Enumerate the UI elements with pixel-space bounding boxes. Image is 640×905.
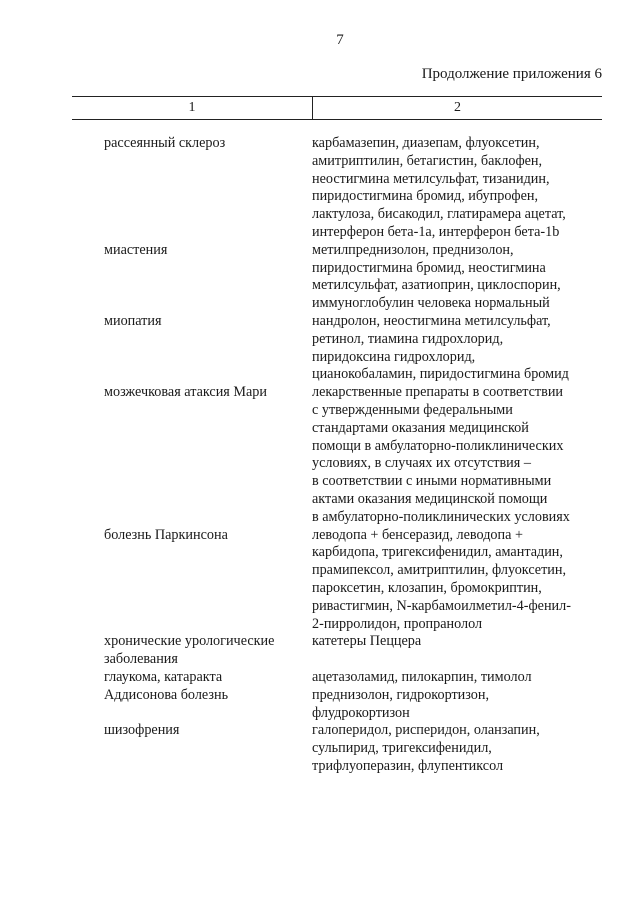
drug-line: актами оказания медицинской помощи: [312, 490, 548, 507]
disease-text: заболевания: [104, 651, 178, 668]
drug-line: галоперидол, рисперидон, оланзапин,: [312, 722, 540, 739]
disease-cell: [104, 669, 312, 687]
drugs-cell: [312, 384, 604, 526]
disease-cell: [104, 384, 312, 526]
disease-cell: [104, 313, 312, 384]
column-1-header: 1: [72, 97, 313, 119]
drugs-cell: [312, 313, 604, 384]
drug-line: с утвержденными федеральными: [312, 401, 513, 418]
page-number: 7: [336, 32, 344, 48]
table-row: [104, 722, 604, 775]
table-row: [104, 669, 604, 687]
drug-line: флудрокортизон: [312, 704, 410, 721]
drug-line: стандартами оказания медицинской: [312, 419, 529, 436]
disease-text: Аддисонова болезнь: [104, 686, 229, 703]
disease-cell: [104, 633, 312, 669]
drug-line: цианокобаламин, пиридостигмина бромид: [312, 366, 569, 383]
column-2-header: 2: [454, 100, 461, 115]
table-row: [104, 527, 604, 634]
drug-line: ривастигмин, N-карбамоилметил-4-фенил-: [312, 597, 571, 614]
disease-text: глаукома, катаракта: [104, 668, 223, 685]
disease-text: болезнь Паркинсона: [104, 526, 228, 543]
table-row: [104, 633, 604, 669]
disease-cell: [104, 527, 312, 634]
drug-line: 2-пирролидон, пропранолол: [312, 615, 483, 632]
drug-line: метилсульфат, азатиоприн, циклоспорин,: [312, 277, 561, 294]
drug-line: пиридостигмина бромид, неостигмина: [312, 259, 546, 276]
disease-text: рассеянный склероз: [104, 135, 226, 151]
disease-cell: [104, 242, 312, 313]
table-row: [104, 313, 604, 384]
drug-line: лекарственные препараты в соответствии: [312, 384, 564, 401]
drug-line: условиях, в случаях их отсутствия –: [312, 455, 531, 472]
drug-line: лактулоза, бисакодил, глатирамера ацетат,: [312, 206, 566, 223]
drug-line: карбидопа, тригексифенидил, амантадин,: [312, 544, 563, 561]
drug-line: ацетазоламид, пилокарпин, тимолол: [312, 668, 532, 685]
drug-line: пиридоксина гидрохлорид,: [312, 348, 476, 365]
drug-line: нандролон, неостигмина метилсульфат,: [312, 312, 551, 329]
disease-cell: [104, 722, 312, 775]
drug-line: метилпреднизолон, преднизолон,: [312, 241, 514, 258]
drug-line: помощи в амбулаторно-поликлинических: [312, 437, 564, 454]
drugs-cell: [312, 687, 604, 723]
disease-text: хронические урологические: [104, 633, 275, 650]
disease-cell: [104, 135, 312, 242]
disease-text: миастения: [104, 241, 168, 258]
drug-line: преднизолон, гидрокортизон,: [312, 686, 490, 703]
table-header: [72, 96, 602, 120]
drug-line: иммуноглобулин человека нормальный: [312, 295, 550, 312]
drug-line: в амбулаторно-поликлинических условиях: [312, 508, 570, 525]
table-row: [104, 242, 604, 313]
disease-text: миопатия: [104, 312, 162, 329]
drug-line: катетеры Пеццера: [312, 633, 422, 650]
drugs-cell: [312, 527, 604, 634]
table-row: [104, 135, 604, 242]
drug-line: амитриптилин, бетагистин, баклофен,: [312, 152, 543, 169]
table-row: [104, 687, 604, 723]
drugs-cell: [312, 669, 604, 687]
disease-text: шизофрения: [104, 722, 180, 739]
table-body: [104, 135, 604, 776]
drug-line: неостигмина метилсульфат, тизанидин,: [312, 170, 550, 187]
drugs-cell: [312, 633, 604, 669]
table-row: [104, 384, 604, 526]
drug-line: карбамазепин, диазепам, флуоксетин,: [312, 135, 540, 151]
drug-line: прамипексол, амитриптилин, флуоксетин,: [312, 562, 567, 579]
drug-line: леводопа + бенсеразид, леводопа +: [312, 526, 523, 543]
disease-cell: [104, 687, 312, 723]
drug-line: трифлуоперазин, флупентиксол: [312, 757, 504, 774]
drugs-cell: [312, 722, 604, 775]
disease-text: мозжечковая атаксия Мари: [104, 384, 267, 401]
drug-line: ретинол, тиамина гидрохлорид,: [312, 330, 504, 347]
drugs-cell: [312, 242, 604, 313]
drug-line: пиридостигмина бромид, ибупрофен,: [312, 188, 539, 205]
drug-line: в соответствии с иными нормативными: [312, 473, 552, 490]
drugs-cell: [312, 135, 604, 242]
drug-line: пароксетин, клозапин, бромокриптин,: [312, 579, 542, 596]
drug-line: сульпирид, тригексифенидил,: [312, 740, 492, 757]
continuation-label: Продолжение приложения 6: [421, 66, 602, 82]
drug-line: интерферон бета-1а, интерферон бета-1b: [312, 223, 560, 240]
